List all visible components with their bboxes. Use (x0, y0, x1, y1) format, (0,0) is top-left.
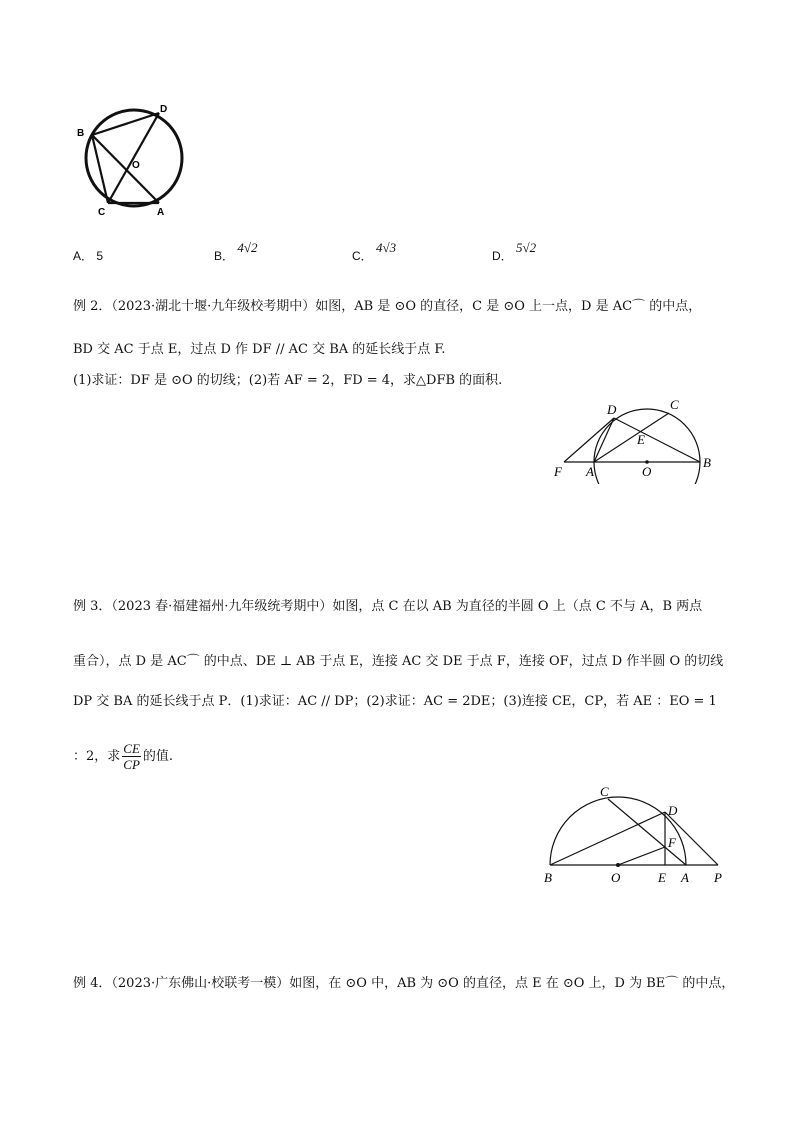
ex3-line-3: DP 交 BA 的延长线于点 P．(1)求证：AC // DP；(2)求证：AC = 2DE；(3)连接 CE，CP，若 AE ：EO = 1 (73, 694, 717, 709)
ex3-label-b: B (544, 870, 552, 885)
ex3-fraction-denominator: CP (123, 757, 140, 772)
ex2-line-1: 例 2．（2023·湖北十堰·九年级校考期中）如图，AB 是 ⊙O 的直径，C 是 ⊙O 上一点，D 是 AC⌒ 的中点， (73, 299, 702, 314)
ex2-line-3: (1)求证：DF 是 ⊙O 的切线；(2)若 AF = 2，FD = 4，求△DFB 的面积. (73, 373, 503, 388)
ex2-figure (546, 394, 726, 484)
ex3-line-4-pre: ：2，求 (73, 748, 121, 764)
ex3-label-e: E (658, 870, 666, 885)
ex3-fraction (122, 741, 141, 772)
ex2-label-a: A (586, 464, 594, 479)
ex3-line-1: 例 3．（2023 春·福建福州·九年级统考期中）如图，点 C 在以 AB 为直径的半圆 O 上（点 C 不与 A，B 两点 (73, 599, 703, 614)
ex3-label-f: F (668, 835, 676, 850)
q1-label-a: A (157, 207, 165, 218)
ex3-label-o: O (611, 870, 621, 885)
q1-label-d: D (160, 104, 168, 115)
ex3-label-c: C (600, 784, 609, 799)
ex2-label-o: O (642, 464, 652, 479)
ex2-label-b: B (703, 455, 711, 470)
ex3-line-2: 重合），点 D 是 AC⌒ 的中点、DE ⊥ AB 于点 E，连接 AC 交 DE 于点 F，连接 OF，过点 D 作半圆 O 的切线 (73, 654, 724, 669)
q1-option-c: C． 4√3 (352, 240, 397, 263)
ex2-label-c: C (670, 397, 679, 412)
ex3-label-d: D (668, 803, 678, 818)
q1-label-c: C (98, 207, 106, 218)
q1-circle-figure (74, 100, 194, 225)
q1-option-d: D． 5√2 (492, 240, 537, 263)
q1-label-o: O (132, 160, 140, 171)
ex4-line-1: 例 4．（2023·广东佛山·校联考一模）如图，在 ⊙O 中，AB 为 ⊙O 的直径，点 E 在 ⊙O 上，D 为 BE⌒ 的中点， (73, 976, 735, 991)
ex3-label-a: A (681, 870, 689, 885)
q1-option-b: B． 4√2 (214, 240, 258, 263)
ex3-label-p: P (714, 870, 722, 885)
ex2-label-d: D (607, 402, 617, 417)
ex3-line-4 (73, 741, 173, 772)
q1-label-b: B (77, 128, 85, 139)
ex2-label-f: F (554, 464, 562, 479)
ex2-line-2: BD 交 AC 于点 E，过点 D 作 DF // AC 交 BA 的延长线于点 F. (73, 342, 446, 357)
ex3-figure (538, 782, 738, 888)
ex2-label-e: E (637, 432, 645, 447)
ex3-fraction-numerator: CE (123, 741, 140, 756)
ex3-line-4-post: 的值. (142, 748, 174, 764)
q1-option-a: A． 5 (73, 249, 104, 263)
